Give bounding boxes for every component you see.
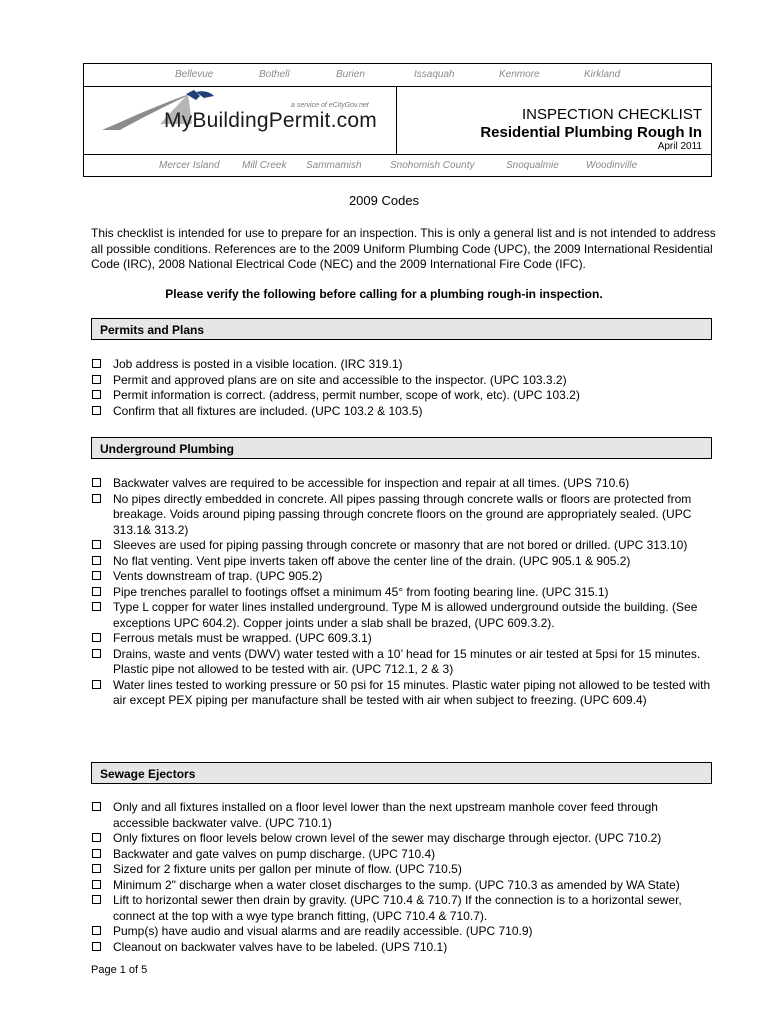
checkbox-icon[interactable] — [92, 494, 101, 503]
list-item: Minimum 2" discharge when a water closet discharges to the sump. (UPC 710.3 as amended by WA State) — [90, 878, 716, 894]
list-item: Vents downstream of trap. (UPC 905.2) — [90, 569, 716, 585]
logo-cell — [84, 86, 397, 154]
city-link: Mill Creek — [242, 160, 287, 171]
city-link: Kirkland — [584, 69, 621, 80]
checkbox-icon[interactable] — [92, 375, 101, 384]
city-link: Burien — [336, 69, 365, 80]
checkbox-icon[interactable] — [92, 571, 101, 580]
list-item: Sleeves are used for piping passing through concrete or masonry that are not bored or drilled. (UPC 313.10) — [90, 538, 716, 554]
checkbox-icon[interactable] — [92, 895, 101, 904]
section-heading-permits: Permits and Plans — [91, 318, 712, 340]
list-item: Only and all fixtures installed on a floor level lower than the next upstream manhole cover feed through accessible backwater valve. (UPC 710.1) — [90, 800, 716, 831]
checkbox-icon[interactable] — [92, 406, 101, 415]
checkbox-icon[interactable] — [92, 649, 101, 658]
intro-instruction: Please verify the following before calling for a plumbing rough-in inspection. — [165, 287, 603, 301]
intro-paragraph: This checklist is intended for use to prepare for an inspection. This is only a general list and is not intended to address all possible conditions. References are to the 2009 Uniform Plumbing Code (UPC), the 2009 International Residential Code (IRC), 2008 National Electrical Code (NEC) and the 2009 International Fire Code (IFC). — [91, 226, 716, 271]
checkbox-icon[interactable] — [92, 556, 101, 565]
list-item: Sized for 2 fixture units per gallon per minute of flow. (UPC 710.5) — [90, 862, 716, 878]
list-item: Permit information is correct. (address, permit number, scope of work, etc). (UPC 103.2) — [90, 388, 716, 404]
checklist-subtitle: Residential Plumbing Rough In — [480, 124, 702, 141]
list-item: Cleanout on backwater valves have to be labeled. (UPS 710.1) — [90, 940, 716, 956]
logo-tagline: a service of eCityGov.net — [291, 102, 369, 109]
list-item: No pipes directly embedded in concrete. All pipes passing through concrete walls or floors are protected from breakage. Voids around piping passing through concrete floors on the ground are appropriately sealed. (UPC 313.1& 313.2) — [90, 492, 716, 539]
section-heading-sewage: Sewage Ejectors — [91, 762, 712, 784]
city-link: Bothell — [259, 69, 290, 80]
list-item: Type L copper for water lines installed underground. Type M is allowed underground outside the building. (See exceptions UPC 604.2). Copper joints under a slab shall be brazed, (UPC 609.3.2). — [90, 600, 716, 631]
checkbox-icon[interactable] — [92, 864, 101, 873]
cities-row-top — [84, 64, 711, 87]
checklist-underground — [90, 476, 716, 709]
checkbox-icon[interactable] — [92, 926, 101, 935]
city-link: Snoqualmie — [506, 160, 559, 171]
city-link: Woodinville — [586, 160, 638, 171]
city-link: Bellevue — [175, 69, 214, 80]
list-item: Backwater valves are required to be accessible for inspection and repair at all times. (UPS 710.6) — [90, 476, 716, 492]
checkbox-icon[interactable] — [92, 849, 101, 858]
city-link: Mercer Island — [159, 160, 220, 171]
checklist-title: INSPECTION CHECKLIST — [521, 106, 702, 123]
checkbox-icon[interactable] — [92, 880, 101, 889]
list-item: Drains, waste and vents (DWV) water tested with a 10’ head for 15 minutes or air tested at 5psi for 15 minutes. Plastic pipe not allowed to be tested with air. (UPC 712.1, 2 & 3) — [90, 647, 716, 678]
checkbox-icon[interactable] — [92, 680, 101, 689]
checkbox-icon[interactable] — [92, 602, 101, 611]
list-item: Pump(s) have audio and visual alarms and are readily accessible. (UPC 710.9) — [90, 924, 716, 940]
page-number: Page 1 of 5 — [91, 964, 148, 976]
list-item: Pipe trenches parallel to footings offset a minimum 45° from footing bearing line. (UPC 315.1) — [90, 585, 716, 601]
list-item: Water lines tested to working pressure or 50 psi for 15 minutes. Plastic water piping not allowed to be tested with air except PEX piping per manufacture shall be tested with air when subject to freezing. (UPC 609.4) — [90, 678, 716, 709]
codes-heading: 2009 Codes — [348, 193, 420, 208]
section-heading-underground: Underground Plumbing — [91, 437, 712, 459]
city-link: Issaquah — [414, 69, 455, 80]
cities-row-bottom — [84, 154, 711, 177]
logo-wordmark: MyBuildingPermit.com — [164, 109, 377, 132]
city-link: Snohomish County — [390, 160, 475, 171]
checklist-date: April 2011 — [657, 141, 702, 152]
checkbox-icon[interactable] — [92, 540, 101, 549]
city-link: Sammamish — [306, 160, 362, 171]
checkbox-icon[interactable] — [92, 802, 101, 811]
title-cell — [397, 86, 709, 154]
list-item: No flat venting. Vent pipe inverts taken off above the center line of the drain. (UPC 905.1 & 905.2) — [90, 554, 716, 570]
list-item: Confirm that all fixtures are included. (UPC 103.2 & 103.5) — [90, 404, 716, 420]
list-item: Job address is posted in a visible location. (IRC 319.1) — [90, 357, 716, 373]
checkbox-icon[interactable] — [92, 390, 101, 399]
checkbox-icon[interactable] — [92, 942, 101, 951]
checkbox-icon[interactable] — [92, 633, 101, 642]
list-item: Lift to horizontal sewer then drain by gravity. (UPC 710.4 & 710.7) If the connection is to a horizontal sewer, connect at the top with a wye type branch fitting, (UPC 710.4 & 710.7). — [90, 893, 716, 924]
checkbox-icon[interactable] — [92, 359, 101, 368]
checklist-permits — [90, 357, 716, 419]
city-link: Kenmore — [499, 69, 540, 80]
list-item: Permit and approved plans are on site and accessible to the inspector. (UPC 103.3.2) — [90, 373, 716, 389]
list-item: Ferrous metals must be wrapped. (UPC 609.3.1) — [90, 631, 716, 647]
list-item: Only fixtures on floor levels below crown level of the sewer may discharge through ejector. (UPC 710.2) — [90, 831, 716, 847]
checkbox-icon[interactable] — [92, 833, 101, 842]
list-item: Backwater and gate valves on pump discharge. (UPC 710.4) — [90, 847, 716, 863]
checklist-sewage — [90, 800, 716, 955]
checkbox-icon[interactable] — [92, 587, 101, 596]
document-header — [83, 63, 712, 177]
checkbox-icon[interactable] — [92, 478, 101, 487]
